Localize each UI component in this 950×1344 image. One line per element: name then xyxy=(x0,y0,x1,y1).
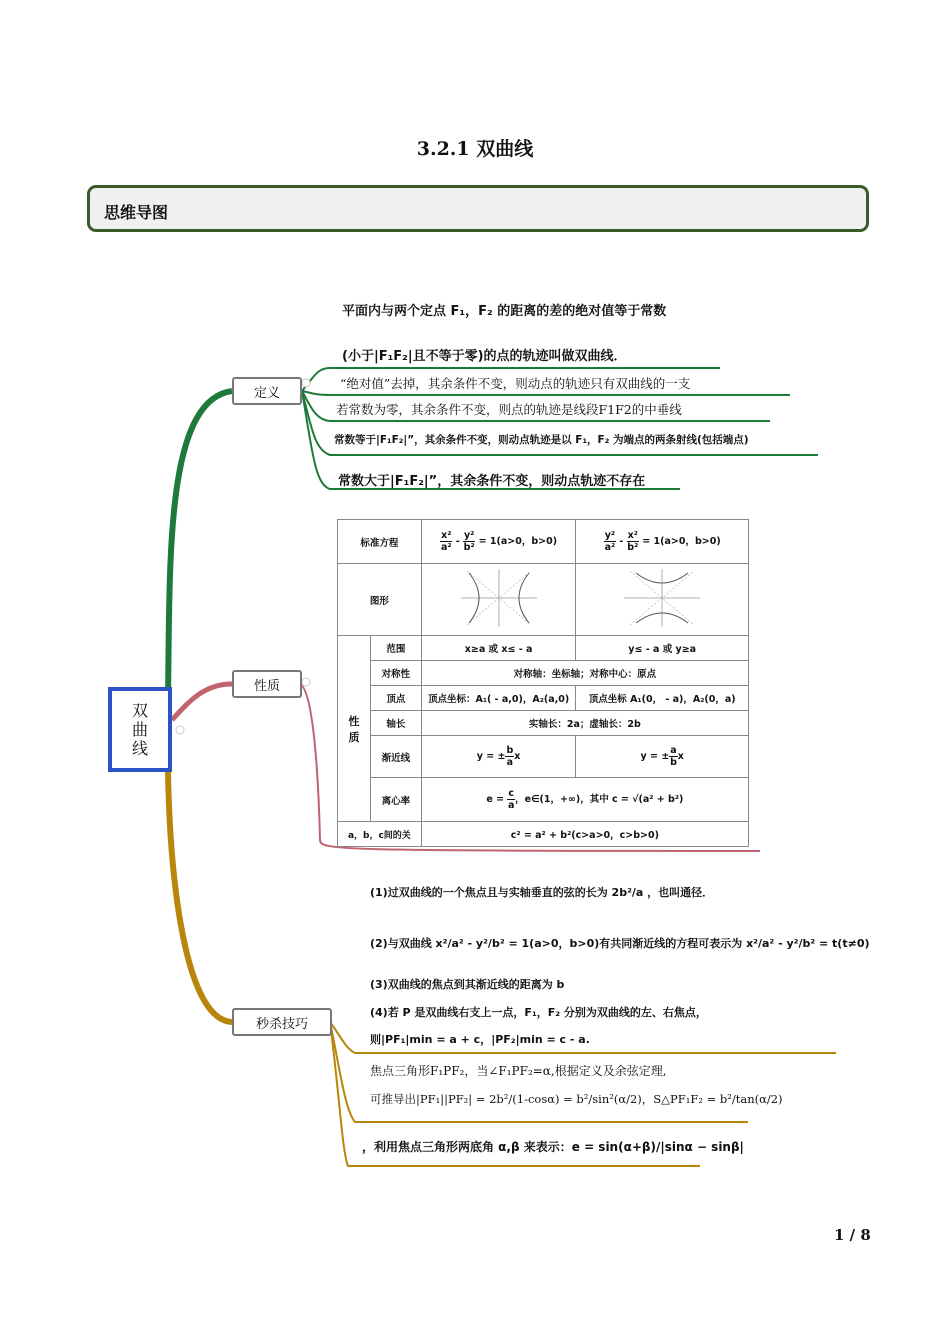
fraction: $\frac{\text{x²}}{\text{a²}}$ xyxy=(440,530,452,553)
definition-item: 若常数为零，其余条件不变，则点的轨迹是线段F1F2的中垂线 xyxy=(336,402,682,417)
root-label: 双曲线 xyxy=(132,701,149,758)
tricks-label: 秒杀技巧 xyxy=(255,1016,308,1032)
group-label: 性质 xyxy=(338,636,371,822)
trick-item: 则|PF₁|min = a + c，|PF₂|min = c - a. xyxy=(370,1033,590,1046)
definition-branch xyxy=(168,391,232,700)
row-label: 图形 xyxy=(338,564,422,636)
properties-label: 性质 xyxy=(253,678,280,694)
definition-item: (小于|F₁F₂|且不等于零)的点的轨迹叫做双曲线． xyxy=(342,349,627,364)
table-cell: x≥a 或 x≤ - a xyxy=(421,636,576,661)
table-cell: c² = a² + b²(c>a>0，c>b>0) xyxy=(421,822,748,847)
definition-item: 常数等于|F₁F₂|”，其余条件不变，则动点轨迹是以 F₁，F₂ 为端点的两条射线(包括端点) xyxy=(334,434,749,446)
row-label: a，b，c间的关 xyxy=(338,822,422,847)
trick-item: (3)双曲线的焦点到其渐近线的距离为 b xyxy=(370,978,565,991)
table-cell: y = ± $\frac{b}{a}$ x xyxy=(421,736,576,778)
properties-branch xyxy=(172,684,232,720)
tricks-node xyxy=(232,1008,332,1036)
table-row xyxy=(338,636,749,661)
trick-item: ，利用焦点三角形两底角 α,β 来表示：e = sin(α+β)/|sinα − sinβ| xyxy=(362,1140,744,1154)
table-row xyxy=(338,778,749,822)
definition-item: 平面内与两个定点 F₁，F₂ 的距离的差的绝对值等于常数 xyxy=(342,304,667,319)
definition-node xyxy=(232,377,302,405)
mindmap-root xyxy=(108,687,172,772)
page-title: 3.2.1 双曲线 xyxy=(416,138,534,160)
row-label: 渐近线 xyxy=(370,736,421,778)
row-label: 标准方程 xyxy=(338,520,422,564)
fraction: $\frac{\text{x²}}{\text{b²}}$ xyxy=(627,530,639,553)
table-row xyxy=(338,661,749,686)
table-row xyxy=(338,711,749,736)
definition-label: 定义 xyxy=(253,385,280,401)
definition-item: “绝对值”去掉，其余条件不变，则动点的轨迹只有双曲线的一支 xyxy=(340,376,691,391)
hyperbola-y-graph xyxy=(622,567,702,629)
row-label: 顶点 xyxy=(370,686,421,711)
trick-item: (4)若 P 是双曲线右支上一点，F₁，F₂ 分别为双曲线的左、右焦点， xyxy=(370,1006,707,1019)
table-cell: 实轴长：2a；虚轴长：2b xyxy=(421,711,748,736)
table-cell: $\frac{\text{y²}}{\text{a²}}$ - $\frac{\text{x²}}{\text{b²}}$ = 1(a>0，b>0) xyxy=(576,520,749,564)
fraction: $\frac{\text{y²}}{\text{b²}}$ xyxy=(463,530,475,553)
table-cell xyxy=(576,564,749,636)
table-cell: e = $\frac{c}{a}$ ，e∈(1，+∞)，其中 c = √(a² + b²) xyxy=(421,778,748,822)
table-row xyxy=(338,736,749,778)
page-number: 1 / 8 xyxy=(834,1226,871,1244)
table-row xyxy=(338,564,749,636)
table-cell xyxy=(421,564,576,636)
trick-item: 可推导出|PF₁||PF₂| = 2b²/(1-cosα) = b²/sin²(α/2)，S△PF₁F₂ = b²/tan(α/2) xyxy=(370,1092,783,1106)
table-cell: 顶点坐标 A₁(0， - a)，A₂(0，a) xyxy=(576,686,749,711)
table-row xyxy=(338,822,749,847)
table-cell: $\frac{\text{x²}}{\text{a²}}$ - $\frac{\text{y²}}{\text{b²}}$ = 1(a>0，b>0) xyxy=(421,520,576,564)
row-label: 轴长 xyxy=(370,711,421,736)
definition-item: 常数大于|F₁F₂|”，其余条件不变，则动点轨迹不存在 xyxy=(338,474,646,489)
table-row xyxy=(338,686,749,711)
hyperbola-x-graph xyxy=(459,567,539,629)
tricks-branch xyxy=(168,772,232,1022)
table-row xyxy=(338,520,749,564)
row-label: 范围 xyxy=(370,636,421,661)
trick-item: (1)过双曲线的一个焦点且与实轴垂直的弦的长为 2b²/a ，也叫通径． xyxy=(370,886,714,899)
properties-node xyxy=(232,670,302,698)
properties-table xyxy=(337,519,749,847)
section-label: 思维导图 xyxy=(104,203,169,222)
table-cell: 顶点坐标：A₁( - a,0)，A₂(a,0) xyxy=(421,686,576,711)
table-cell: y = ± $\frac{a}{b}$ x xyxy=(576,736,749,778)
trick-item: (2)与双曲线 x²/a² - y²/b² = 1(a>0，b>0)有共同渐近线的方程可表示为 x²/a² - y²/b² = t(t≠0) xyxy=(370,937,870,950)
row-label: 离心率 xyxy=(370,778,421,822)
trick-item: 焦点三角形F₁PF₂，当∠F₁PF₂=α,根据定义及余弦定理, xyxy=(370,1064,667,1078)
table-cell: 对称轴：坐标轴；对称中心：原点 xyxy=(421,661,748,686)
row-label: 对称性 xyxy=(370,661,421,686)
table-cell: y≤ - a 或 y≥a xyxy=(576,636,749,661)
fraction: $\frac{\text{y²}}{\text{a²}}$ xyxy=(604,530,616,553)
